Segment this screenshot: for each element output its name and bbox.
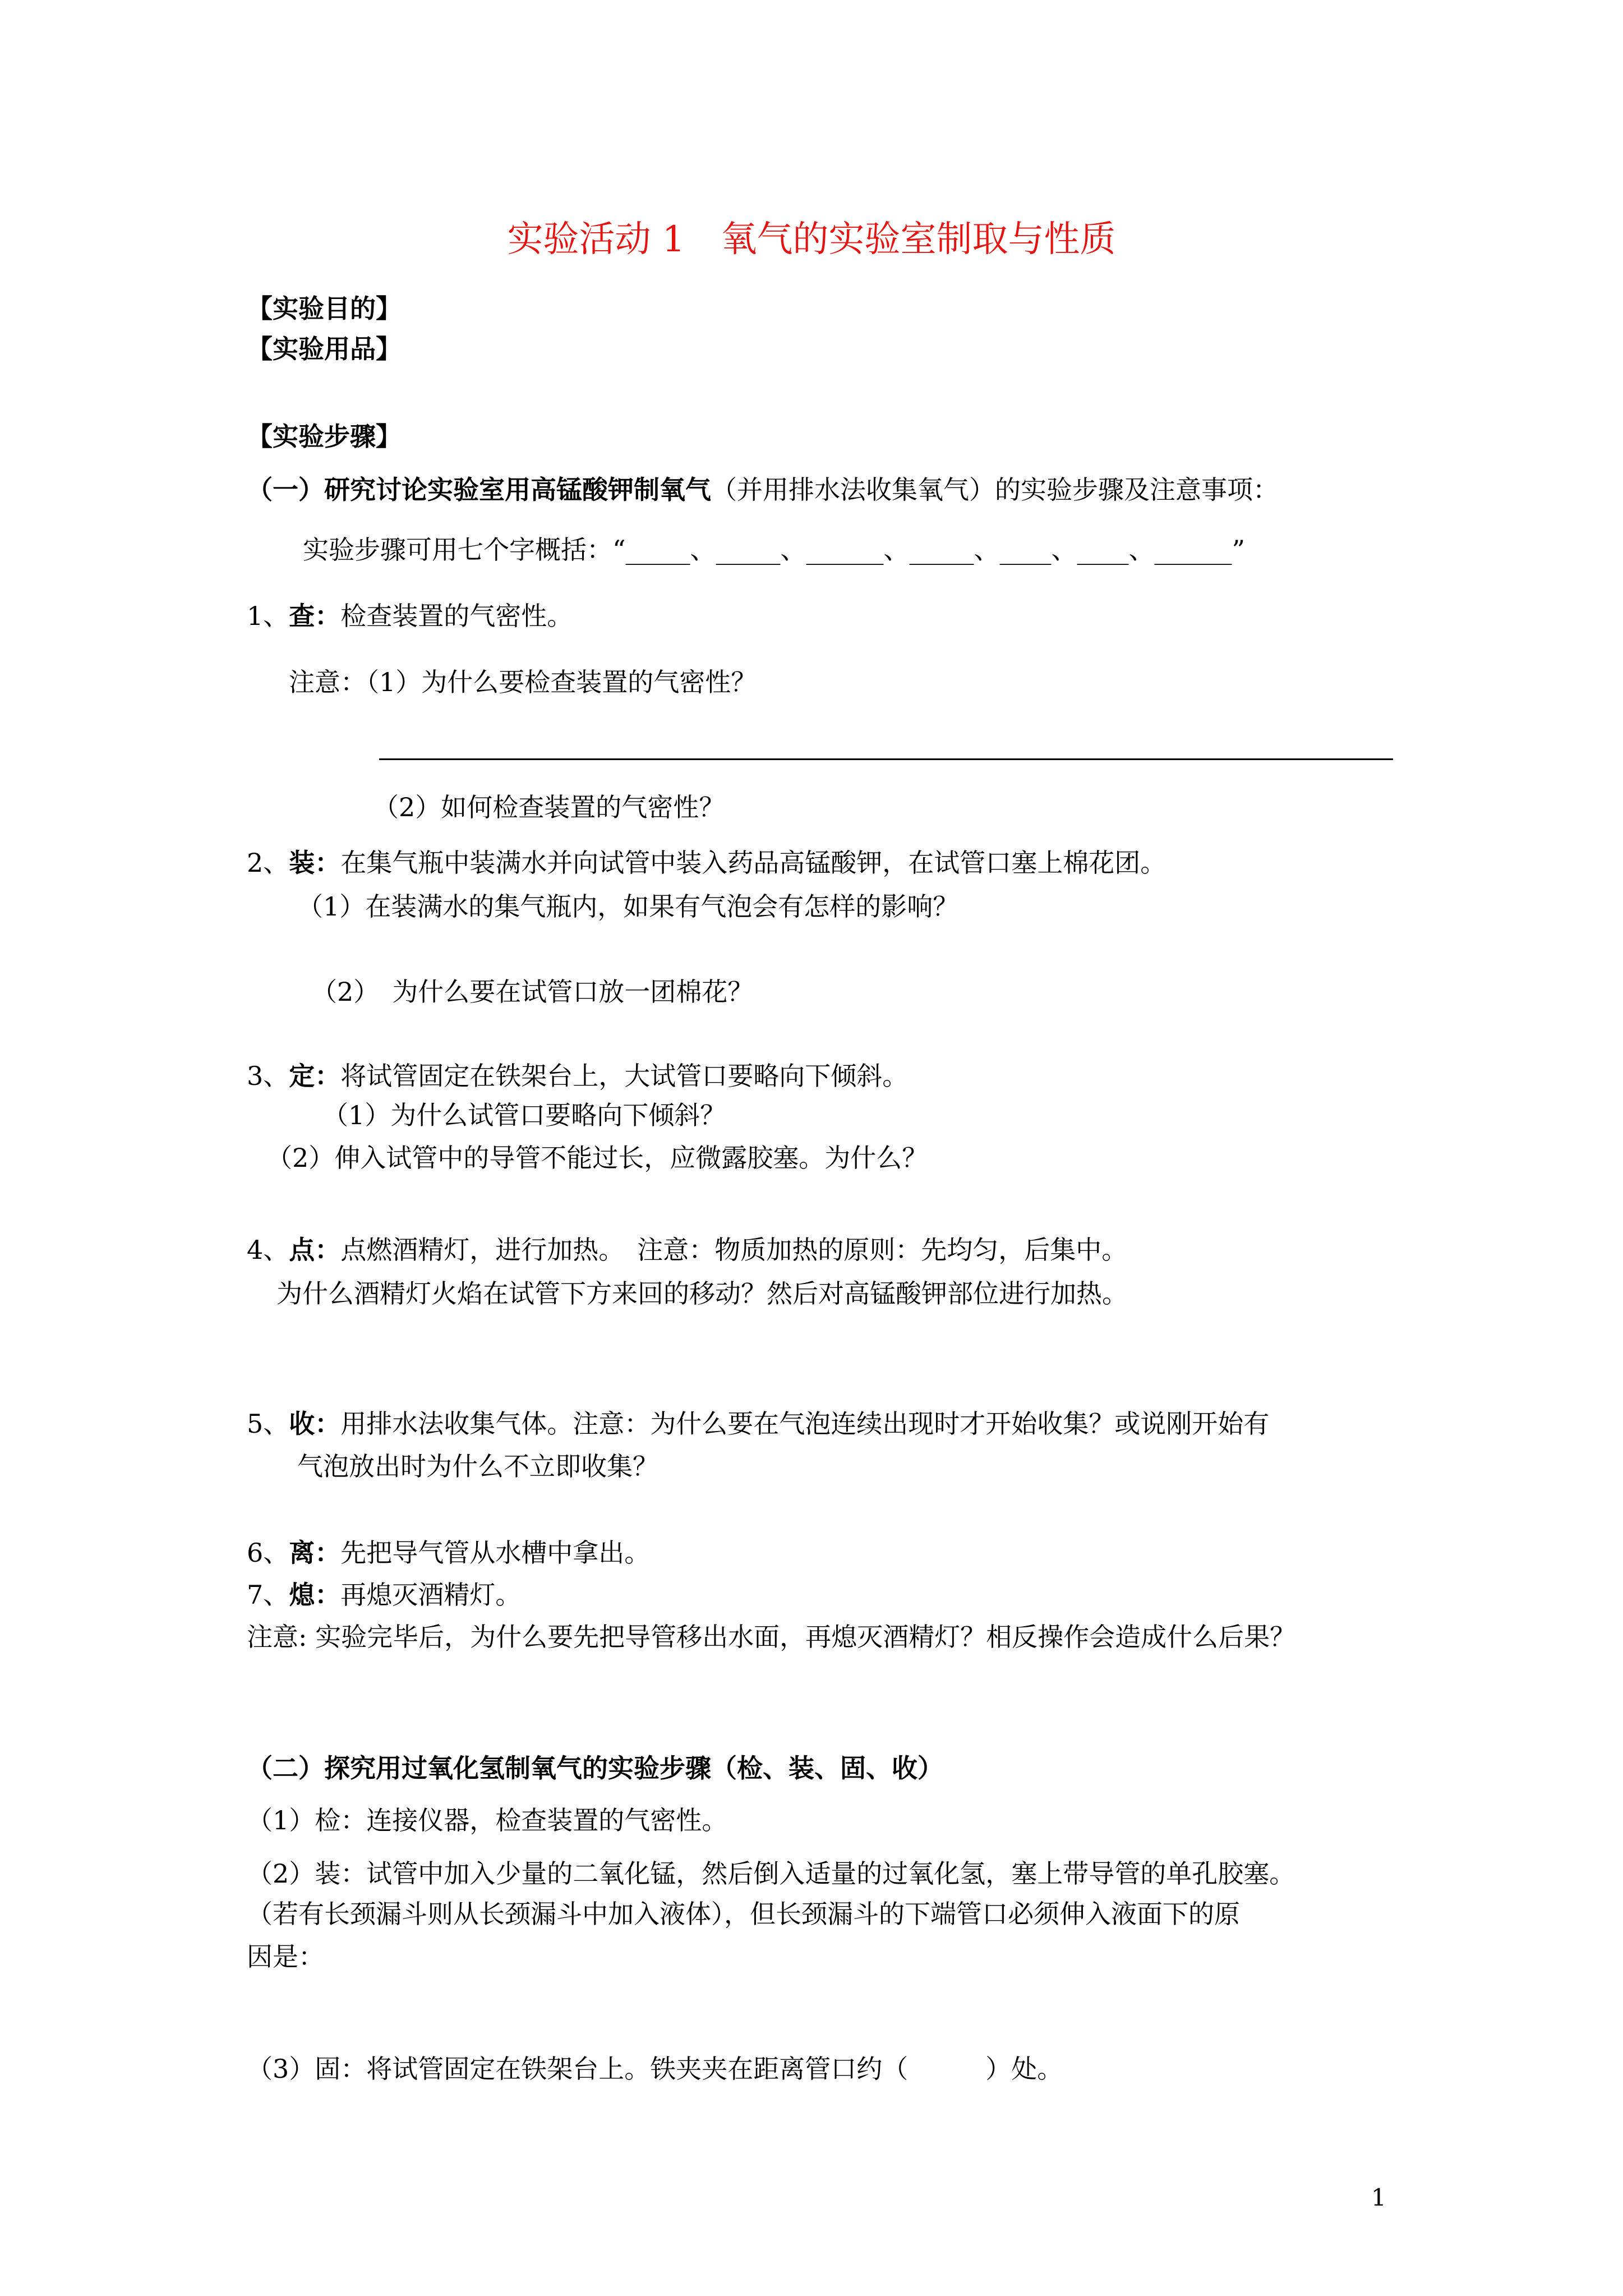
step2-key: 装： bbox=[289, 848, 341, 878]
section-steps: 【实验步骤】 bbox=[247, 421, 402, 452]
part1-heading-rest: （并用排水法收集氧气）的实验步骤及注意事项： bbox=[711, 475, 1279, 505]
page-title: 实验活动 1 氧气的实验室制取与性质 bbox=[507, 219, 1116, 260]
step5-cont: 气泡放出时为什么不立即收集？ bbox=[297, 1451, 658, 1481]
step3-key: 定： bbox=[289, 1061, 341, 1091]
step-summary: 实验步骤可用七个字概括：“_____、_____、______、_____、____、____、______” bbox=[303, 535, 1246, 565]
step1-note-q1: 注意：（1）为什么要检查装置的气密性？ bbox=[289, 667, 757, 697]
step1-num: 1、 bbox=[247, 601, 289, 631]
step2-num: 2、 bbox=[247, 848, 289, 878]
step6 bbox=[247, 1536, 650, 1570]
section-purpose: 【实验目的】 bbox=[247, 293, 402, 324]
step4-text: 点燃酒精灯，进行加热。 注意：物质加热的原则：先均匀，后集中。 bbox=[340, 1235, 1128, 1265]
part2-item2-line2: （若有长颈漏斗则从长颈漏斗中加入液体），但长颈漏斗的下端管口必须伸入液面下的原 bbox=[247, 1899, 1240, 1929]
part2-heading: （二）探究用过氧化氢制氧气的实验步骤（检、装、固、收） bbox=[247, 1753, 943, 1783]
step3-q1: （1）为什么试管口要略向下倾斜？ bbox=[322, 1100, 726, 1130]
step4-num: 4、 bbox=[247, 1235, 289, 1265]
step6-key: 离： bbox=[289, 1538, 341, 1568]
step3 bbox=[247, 1059, 908, 1093]
step6-num: 6、 bbox=[247, 1538, 289, 1568]
step1 bbox=[247, 599, 573, 633]
step4 bbox=[247, 1233, 1127, 1267]
step7-key: 熄： bbox=[289, 1580, 341, 1610]
part2-item3: （3）固：将试管固定在铁架台上。铁夹夹在距离管口约（ ）处。 bbox=[247, 2054, 1063, 2084]
step6-text: 先把导气管从水槽中拿出。 bbox=[340, 1538, 651, 1568]
step3-q2: （2）伸入试管中的导管不能过长，应微露胶塞。为什么？ bbox=[266, 1143, 928, 1173]
part2-item2-line3: 因是： bbox=[247, 1941, 324, 1972]
step2-text: 在集气瓶中装满水并向试管中装入药品高锰酸钾，在试管口塞上棉花团。 bbox=[340, 848, 1166, 878]
step1-text: 检查装置的气密性。 bbox=[340, 601, 573, 631]
step5-num: 5、 bbox=[247, 1409, 289, 1439]
step7-text: 再熄灭酒精灯。 bbox=[340, 1580, 522, 1610]
page-number: 1 bbox=[1371, 2184, 1386, 2211]
part2-item2-line1: （2）装：试管中加入少量的二氧化锰，然后倒入适量的过氧化氢，塞上带导管的单孔胶塞。 bbox=[247, 1858, 1295, 1889]
step5 bbox=[247, 1407, 1269, 1441]
step2-q2: （2） 为什么要在试管口放一团棉花？ bbox=[311, 977, 754, 1007]
step4-q1: 为什么酒精灯火焰在试管下方来回的移动？然后对高锰酸钾部位进行加热。 bbox=[276, 1278, 1128, 1309]
step4-key: 点： bbox=[289, 1235, 341, 1265]
step1-note-q2: （2）如何检查装置的气密性？ bbox=[373, 792, 725, 822]
step3-num: 3、 bbox=[247, 1061, 289, 1091]
step1-key: 查： bbox=[289, 601, 341, 631]
step5-text: 用排水法收集气体。注意：为什么要在气泡连续出现时才开始收集？或说刚开始有 bbox=[340, 1409, 1270, 1439]
answer-line bbox=[379, 758, 1393, 760]
step7-num: 7、 bbox=[247, 1580, 289, 1610]
step2-q1: （1）在装满水的集气瓶内，如果有气泡会有怎样的影响？ bbox=[297, 891, 959, 922]
part2-item1: （1）检：连接仪器，检查装置的气密性。 bbox=[247, 1805, 728, 1835]
step5-key: 收： bbox=[289, 1409, 341, 1439]
step7 bbox=[247, 1578, 521, 1612]
part1-heading-bold: （一）研究讨论实验室用高锰酸钾制氧气 bbox=[247, 475, 711, 505]
final-note: 注意: 实验完毕后，为什么要先把导管移出水面，再熄灭酒精灯？相反操作会造成什么后果？ bbox=[247, 1622, 1296, 1652]
section-materials: 【实验用品】 bbox=[247, 334, 402, 364]
part1-heading bbox=[247, 473, 1279, 507]
step3-text: 将试管固定在铁架台上，大试管口要略向下倾斜。 bbox=[340, 1061, 909, 1091]
step2 bbox=[247, 846, 1166, 880]
